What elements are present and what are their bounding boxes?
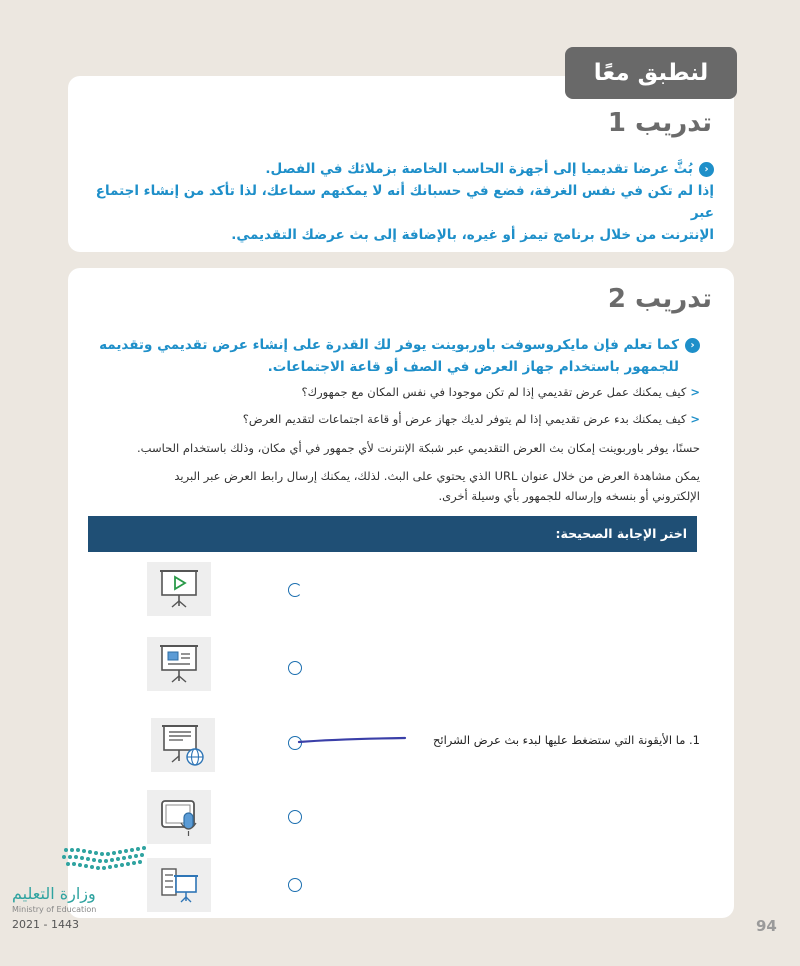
quiz-header: اختر الإجابة الصحيحة: bbox=[88, 516, 697, 552]
option-5-radio[interactable] bbox=[288, 878, 302, 892]
ministry-name-ar: وزارة التعليم bbox=[12, 884, 96, 903]
option-icon-box bbox=[147, 562, 211, 616]
question-1-text: كيف يمكنك عمل عرض تقديمي إذا لم تكن موجودا في نفس المكان مع جمهورك؟ bbox=[301, 385, 687, 399]
option-icon-box bbox=[147, 790, 211, 844]
option-1-radio[interactable] bbox=[288, 583, 302, 597]
paragraph-2-line-2: الإلكتروني أو بنسخه وإرساله للجمهور بأي وسيلة أخرى. bbox=[438, 489, 700, 503]
option-icon-box bbox=[147, 637, 211, 691]
arrow-bullet-icon: < bbox=[690, 385, 700, 399]
question-bullet-1 bbox=[302, 385, 700, 399]
exercise-2-intro-line-1: كما تعلم فإن مايكروسوفت باوربوينت يوفر لك القدرة على إنشاء عرض تقديمي وتقديمه bbox=[99, 337, 679, 353]
paragraph-1: حسنًا، يوفر باوربوينت إمكان بث العرض التقديمي عبر شبكة الإنترنت لأي جمهور في أي مكان، وذلك باستخدام الحاسب. bbox=[137, 441, 700, 455]
exercise-1-title: تدريب 1 bbox=[607, 108, 712, 138]
option-icon-box bbox=[151, 718, 215, 772]
ministry-name-en: Ministry of Education bbox=[12, 905, 97, 914]
arrow-bullet-icon: < bbox=[690, 412, 700, 426]
edition-year: 2021 - 1443 bbox=[12, 918, 79, 931]
exercise-1-text bbox=[84, 158, 714, 246]
chevron-bullet-icon: ‹ bbox=[699, 162, 714, 177]
exercise-2-intro bbox=[80, 334, 700, 378]
exercise-1-line-2: إذا لم تكن في نفس الغرفة، فضع في حسبانك أنه لا يمكنهم سماعك، لذا تأكد من إنشاء اجتماع عبر bbox=[95, 183, 714, 221]
quiz-question: 1. ما الأيقونة التي ستضغط عليها لبدء بث عرض الشرائح bbox=[432, 733, 700, 747]
question-2-text: كيف يمكنك بدء عرض تقديمي إذا لم يتوفر لديك جهاز عرض أو قاعة اجتماعات لتقديم العرض؟ bbox=[242, 412, 687, 426]
play-slideshow-icon bbox=[159, 568, 199, 610]
record-slideshow-icon bbox=[157, 795, 201, 839]
exercise-2-intro-line-2: للجمهور باستخدام جهاز العرض في الصف أو قاعة الاجتماعات. bbox=[267, 359, 679, 375]
option-4-radio[interactable] bbox=[288, 810, 302, 824]
paragraph-2-line-1: يمكن مشاهدة العرض من خلال عنوان URL الذي يحتوي على البث. لذلك، يمكنك إرسال رابط العرض عبر البريد bbox=[174, 469, 700, 483]
exercise-1-line-3: الإنترنت من خلال برنامج تيمز أو غيره، بالإضافة إلى بث عرضك التقديمي. bbox=[231, 227, 714, 243]
chevron-bullet-icon: ‹ bbox=[685, 338, 700, 353]
exercise-2-title: تدريب 2 bbox=[607, 284, 712, 314]
question-bullet-2 bbox=[243, 412, 700, 426]
paragraph-2 bbox=[80, 466, 700, 506]
presenter-view-icon bbox=[159, 643, 199, 685]
page-number: 94 bbox=[756, 917, 777, 935]
option-2-radio[interactable] bbox=[288, 661, 302, 675]
pen-mark-line bbox=[297, 736, 407, 744]
exercise-1-line-1: بُثَّ عرضا تقديميا إلى أجهزة الحاسب الخاصة بزملائك في الفصل. bbox=[265, 161, 693, 177]
present-online-icon bbox=[161, 723, 205, 767]
lets-apply-badge: لنطبق معًا bbox=[565, 47, 737, 99]
